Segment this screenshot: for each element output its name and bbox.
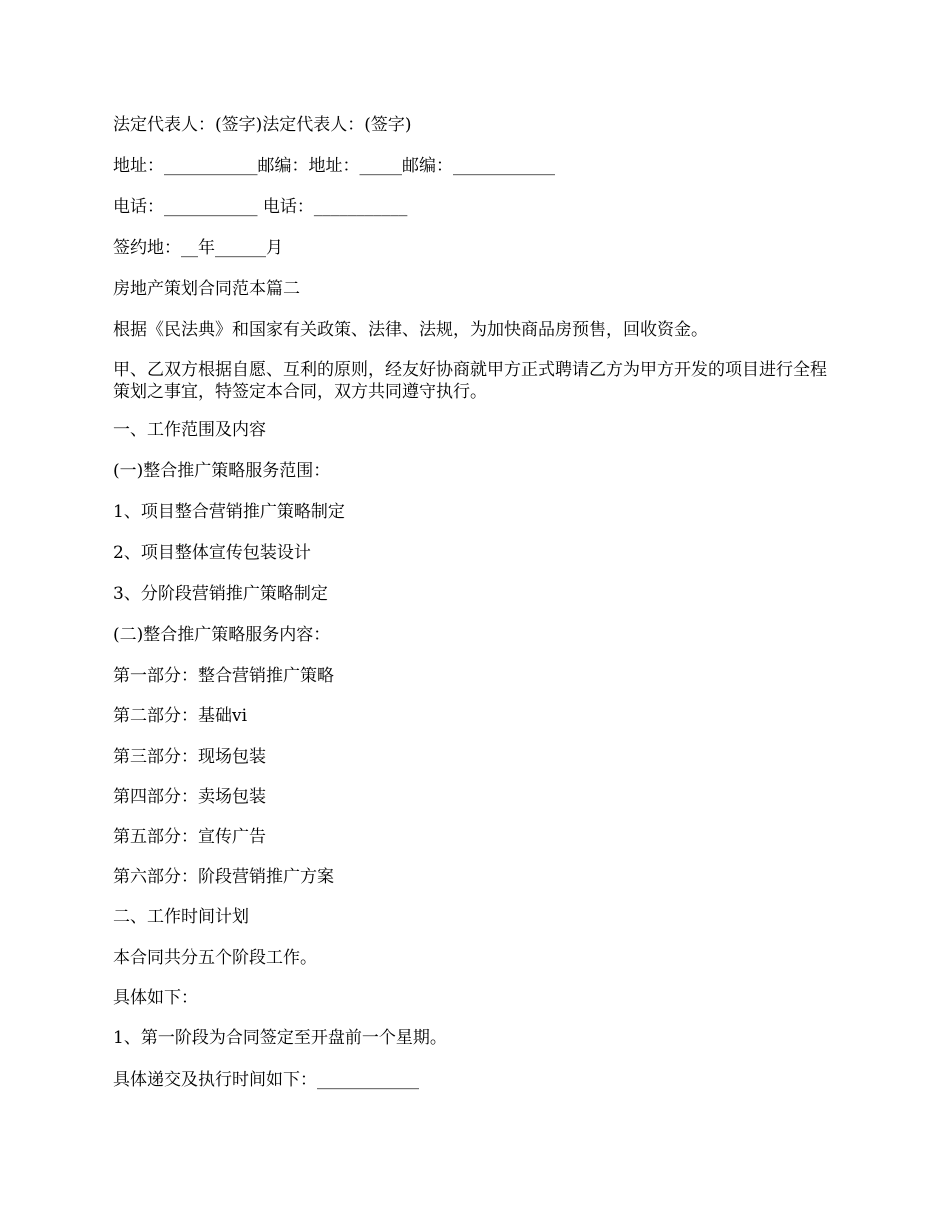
signing-place-line: 签约地：__年______月 <box>113 238 283 258</box>
list-item: 3、分阶段营销推广策略制定 <box>113 584 328 604</box>
paragraph: 具体递交及执行时间如下：____________ <box>113 1070 419 1090</box>
paragraph: 具体如下： <box>113 988 198 1008</box>
subheading: (二)整合推广策略服务内容： <box>113 625 331 645</box>
list-item: 第二部分：基础vi <box>113 706 248 726</box>
list-item: 第三部分：现场包装 <box>113 747 266 767</box>
section-title: 房地产策划合同范本篇二 <box>113 279 300 299</box>
address-line: 地址：___________邮编：地址：_____邮编：____________ <box>113 156 555 176</box>
list-item: 2、项目整体宣传包装设计 <box>113 543 311 563</box>
list-item: 1、项目整合营销推广策略制定 <box>113 502 345 522</box>
section-heading: 一、工作范围及内容 <box>113 420 266 440</box>
list-item: 第四部分：卖场包装 <box>113 787 266 807</box>
paragraph: 甲、乙双方根据自愿、互利的原则，经友好协商就甲方正式聘请乙方为甲方开发的项目进行全程策划之事宜，特签定本合同，双方共同遵守执行。 <box>113 360 827 402</box>
paragraph: 本合同共分五个阶段工作。 <box>113 948 317 968</box>
list-item: 1、第一阶段为合同签定至开盘前一个星期。 <box>113 1028 447 1048</box>
section-heading: 二、工作时间计划 <box>113 907 249 927</box>
phone-line: 电话：___________ 电话：___________ <box>113 197 408 217</box>
paragraph: 根据《民法典》和国家有关政策、法律、法规，为加快商品房预售，回收资金。 <box>113 320 708 340</box>
list-item: 第六部分：阶段营销推广方案 <box>113 867 334 887</box>
subheading: (一)整合推广策略服务范围： <box>113 461 331 481</box>
list-item: 第一部分：整合营销推广策略 <box>113 666 334 686</box>
signature-line: 法定代表人：(签字)法定代表人：(签字) <box>113 115 412 135</box>
list-item: 第五部分：宣传广告 <box>113 827 266 847</box>
